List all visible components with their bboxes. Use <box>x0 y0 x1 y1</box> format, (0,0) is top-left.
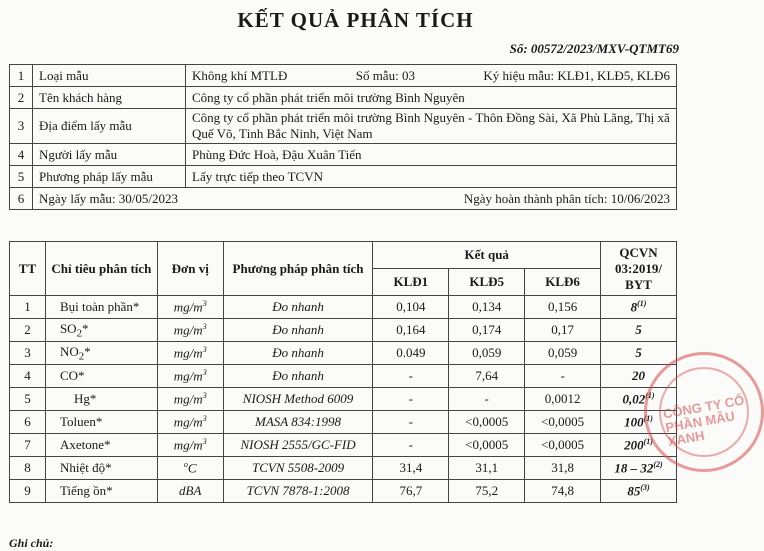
standard-value: 200 <box>624 437 644 453</box>
cell-tt: 8 <box>10 457 46 480</box>
unit-base: mg/m <box>173 414 203 430</box>
cell-value: - <box>373 365 449 388</box>
sampling-location: Công ty cổ phần phát triển môi trường Bình Nguyên - Thôn Đồng Sài, Xã Phù Lãng, Thị xã Quế Võ, Tỉnh Bắc Ninh, Việt Nam <box>186 109 677 144</box>
unit-base: mg/m <box>173 345 203 361</box>
cell-value: 75,2 <box>449 480 525 503</box>
standard-value: 0,02 <box>622 391 646 407</box>
page-title: KẾT QUẢ PHÂN TÍCH <box>237 8 474 32</box>
unit-sup: 3 <box>202 413 207 423</box>
cell-value: 0,104 <box>373 296 449 319</box>
cell-value: 0,059 <box>525 342 601 365</box>
cell-standard: 5 <box>601 319 677 342</box>
unit-degree: o <box>183 459 188 469</box>
cell-value: 74,8 <box>525 480 601 503</box>
unit-base: C <box>187 460 197 476</box>
cell-tt: 4 <box>10 365 46 388</box>
table-row <box>10 87 677 109</box>
client-name: Công ty cổ phần phát triển môi trường Bình Nguyên <box>186 87 677 109</box>
table-row <box>10 411 677 434</box>
cell-unit <box>157 434 223 457</box>
standard-value: 100 <box>624 414 644 430</box>
standard-note: (1) <box>643 436 653 446</box>
row-number: 4 <box>10 144 33 166</box>
standard-note: (1) <box>643 413 653 423</box>
cell-value: 0.049 <box>373 342 449 365</box>
cell-value: <0,0005 <box>449 411 525 434</box>
cell-method: Đo nhanh <box>223 342 373 365</box>
header-standard: QCVN 03:2019/ BYT <box>601 242 677 296</box>
cell-indicator: Hg* <box>45 388 157 411</box>
cell-value: - <box>373 434 449 457</box>
table-row <box>10 166 677 188</box>
cell-value: - <box>525 365 601 388</box>
cell-value: 0,0012 <box>525 388 601 411</box>
cell-value: 76,7 <box>373 480 449 503</box>
table-row <box>10 188 677 210</box>
standard-note: (1) <box>637 298 647 308</box>
standard-value: 8 <box>630 299 638 315</box>
sampling-date: Ngày lấy mẫu: 30/05/2023 <box>39 190 179 206</box>
sample-type: Không khí MTLĐ <box>192 67 288 83</box>
table-row <box>10 144 677 166</box>
cell-unit <box>157 411 223 434</box>
cell-indicator <box>45 342 157 365</box>
sample-count: Số mẫu: 03 <box>355 67 415 83</box>
header-sample: KLĐ1 <box>373 269 449 296</box>
cell-value: <0,0005 <box>525 434 601 457</box>
info-label: Loại mẫu <box>33 65 186 87</box>
cell-indicator: CO* <box>45 365 157 388</box>
formula-tail: * <box>84 343 91 359</box>
cell-value: 0,164 <box>373 319 449 342</box>
formula-sub: 2 <box>78 350 85 363</box>
formula-base: SO <box>59 320 77 336</box>
sample-info-table <box>9 64 677 210</box>
cell-unit <box>157 319 223 342</box>
unit-base: mg/m <box>173 437 203 453</box>
info-value <box>186 65 677 87</box>
table-row <box>10 480 677 503</box>
cell-value: 0,059 <box>449 342 525 365</box>
standard-note: (2) <box>653 459 663 469</box>
cell-method: Đo nhanh <box>223 319 373 342</box>
cell-value: 31,1 <box>449 457 525 480</box>
table-row <box>10 388 677 411</box>
header-tt: TT <box>10 242 46 296</box>
cell-value: - <box>449 388 525 411</box>
cell-value: 31,4 <box>373 457 449 480</box>
info-label: Người lấy mẫu <box>33 144 186 166</box>
cell-method: NIOSH 2555/GC-FID <box>223 434 373 457</box>
cell-indicator: Axetone* <box>45 434 157 457</box>
cell-standard <box>601 296 677 319</box>
header-indicator: Chỉ tiêu phân tích <box>45 242 157 296</box>
cell-value: <0,0005 <box>525 411 601 434</box>
cell-indicator <box>45 319 157 342</box>
row-number: 2 <box>10 87 33 109</box>
standard-note: (3) <box>640 482 650 492</box>
header-sample: KLĐ5 <box>449 269 525 296</box>
table-row <box>10 342 677 365</box>
notes-label: Ghi chú: <box>9 536 54 550</box>
table-row <box>10 319 677 342</box>
cell-indicator: Toluen* <box>45 411 157 434</box>
formula-sub: 2 <box>76 327 82 340</box>
table-row <box>10 457 677 480</box>
header-sample: KLĐ6 <box>525 269 601 296</box>
header-unit: Đơn vị <box>157 242 223 296</box>
cell-standard: 5 <box>601 342 677 365</box>
cell-value: - <box>373 388 449 411</box>
cell-value: 0,134 <box>449 296 525 319</box>
document-number: Số: 00572/2023/MXV-QTMT69 <box>509 41 679 56</box>
table-row <box>10 109 677 144</box>
table-header-row <box>10 242 677 269</box>
cell-unit <box>157 365 223 388</box>
cell-indicator: Bụi toàn phần* <box>45 296 157 319</box>
cell-method: TCVN 5508-2009 <box>223 457 373 480</box>
cell-tt: 6 <box>10 411 46 434</box>
table-row <box>10 365 677 388</box>
dates-cell <box>33 188 677 210</box>
row-number: 3 <box>10 109 33 144</box>
cell-standard <box>601 457 677 480</box>
cell-indicator: Tiếng ồn* <box>45 480 157 503</box>
header-method: Phương pháp phân tích <box>223 242 373 296</box>
unit-sup: 3 <box>202 436 207 446</box>
cell-tt: 5 <box>10 388 46 411</box>
row-number: 5 <box>10 166 33 188</box>
cell-value: 0,156 <box>525 296 601 319</box>
cell-tt: 1 <box>10 296 46 319</box>
sample-codes: Ký hiệu mẫu: KLĐ1, KLĐ5, KLĐ6 <box>483 67 670 83</box>
cell-method: NIOSH Method 6009 <box>223 388 373 411</box>
cell-indicator: Nhiệt độ* <box>45 457 157 480</box>
unit-sup: 3 <box>202 344 207 354</box>
cell-value: 0,174 <box>449 319 525 342</box>
table-row <box>10 65 677 87</box>
company-seal <box>644 352 764 472</box>
cell-standard <box>601 480 677 503</box>
header-result: Kết quả <box>373 242 601 269</box>
cell-value: 0,17 <box>525 319 601 342</box>
unit-sup: 3 <box>202 390 207 400</box>
formula-base: NO <box>59 343 79 359</box>
results-table <box>9 241 677 503</box>
cell-method: Đo nhanh <box>223 296 373 319</box>
standard-value: 85 <box>627 483 641 499</box>
unit-sup: 3 <box>202 367 207 377</box>
cell-unit: dBA <box>157 480 223 503</box>
sampling-method: Lấy trực tiếp theo TCVN <box>186 166 677 188</box>
cell-tt: 7 <box>10 434 46 457</box>
cell-tt: 2 <box>10 319 46 342</box>
cell-value: - <box>373 411 449 434</box>
table-row <box>10 434 677 457</box>
cell-standard: 20 <box>601 365 677 388</box>
row-number: 1 <box>10 65 33 87</box>
standard-value: 18 – 32 <box>614 460 654 476</box>
cell-method: Đo nhanh <box>223 365 373 388</box>
cell-unit <box>157 457 223 480</box>
cell-method: MASA 834:1998 <box>223 411 373 434</box>
cell-unit <box>157 296 223 319</box>
cell-unit <box>157 388 223 411</box>
cell-value: 7,64 <box>449 365 525 388</box>
seal-text: CÔNG TY CỔ PHẦN MÂU XANH <box>661 392 746 450</box>
cell-tt: 9 <box>10 480 46 503</box>
unit-base: mg/m <box>173 391 203 407</box>
cell-value: <0,0005 <box>449 434 525 457</box>
cell-tt: 3 <box>10 342 46 365</box>
unit-base: mg/m <box>173 322 203 338</box>
unit-sup: 3 <box>202 321 207 331</box>
cell-unit <box>157 342 223 365</box>
unit-sup: 3 <box>202 298 207 308</box>
info-label: Địa điểm lấy mẫu <box>33 109 186 144</box>
sampler-names: Phùng Đức Hoà, Đậu Xuân Tiến <box>186 144 677 166</box>
row-number: 6 <box>10 188 33 210</box>
cell-method: TCVN 7878-1:2008 <box>223 480 373 503</box>
unit-base: mg/m <box>173 368 203 384</box>
formula-tail: * <box>82 320 89 336</box>
info-label: Phương pháp lấy mẫu <box>33 166 186 188</box>
cell-value: 31,8 <box>525 457 601 480</box>
info-label: Tên khách hàng <box>33 87 186 109</box>
completion-date: Ngày hoàn thành phân tích: 10/06/2023 <box>463 190 670 206</box>
unit-base: mg/m <box>173 299 203 315</box>
table-row <box>10 296 677 319</box>
standard-note: (1) <box>645 390 655 400</box>
